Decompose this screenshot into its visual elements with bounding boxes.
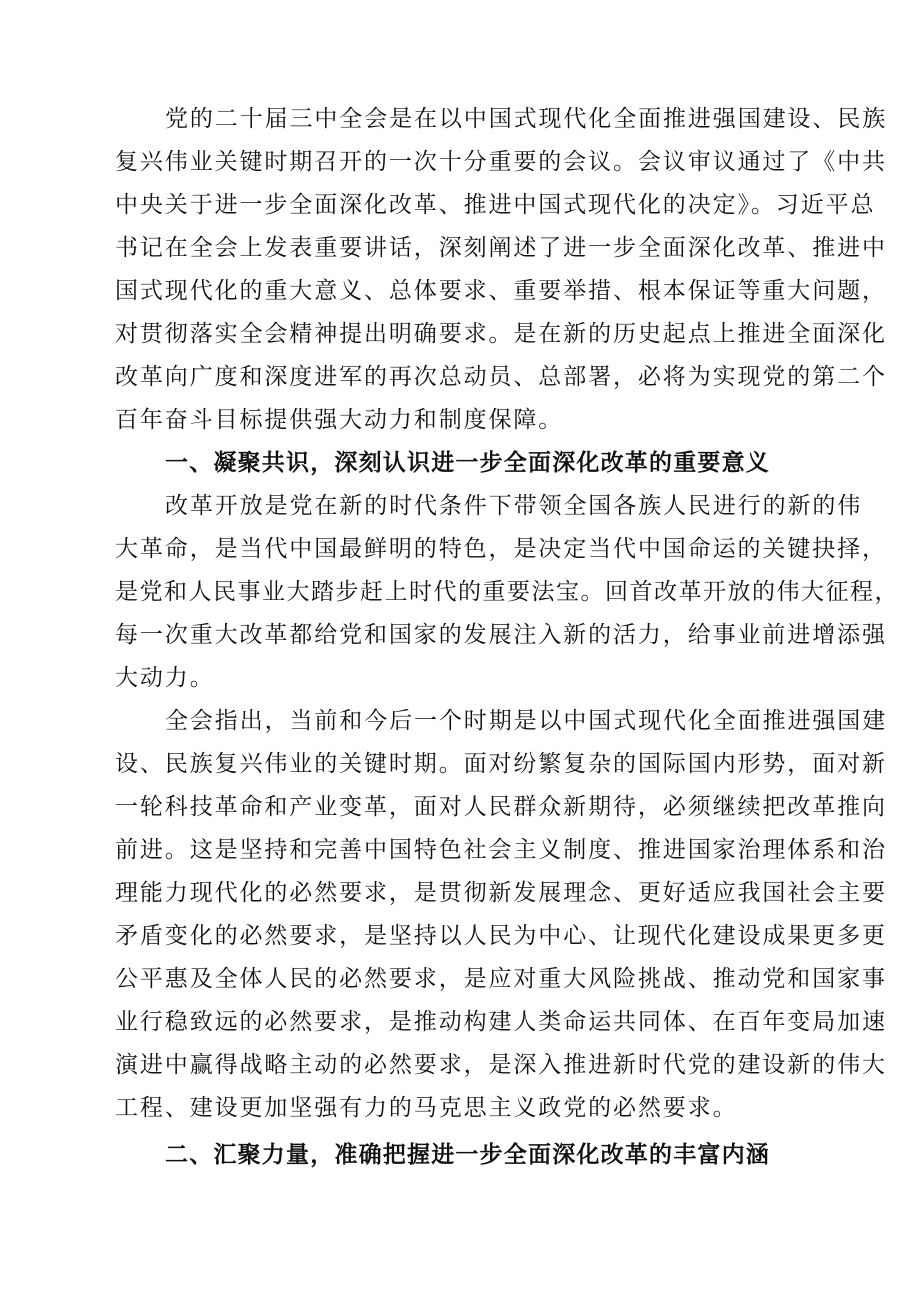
paragraph-line: 理能力现代化的必然要求，是贯彻新发展理念、更好适应我国社会主要 [115, 880, 887, 906]
paragraph-line: 前进。这是坚持和完善中国特色社会主义制度、推进国家治理体系和治 [115, 837, 887, 863]
paragraph-line: 大革命，是当代中国最鲜明的特色，是决定当代中国命运的关键抉择， [115, 536, 887, 562]
paragraph-line: 对贯彻落实全会精神提出明确要求。是在新的历史起点上推进全面深化 [115, 321, 887, 347]
paragraph-line: 业行稳致远的必然要求，是推动构建人类命运共同体、在百年变局加速 [115, 1009, 887, 1035]
paragraph-line: 百年奋斗目标提供强大动力和制度保障。 [115, 407, 564, 433]
paragraph-line: 矛盾变化的必然要求，是坚持以人民为中心、让现代化建设成果更多更 [115, 923, 887, 949]
paragraph-line: 每一次重大改革都给党和国家的发展注入新的活力，给事业前进增添强 [115, 622, 887, 648]
section-heading-2: 二、汇聚力量，准确把握进一步全面深化改革的丰富内涵 [165, 1142, 770, 1168]
paragraph-line: 一轮科技革命和产业变革，面对人民群众新期待，必须继续把改革推向 [115, 794, 887, 820]
paragraph-line: 国式现代化的重大意义、总体要求、重要举措、根本保证等重大问题， [115, 278, 887, 304]
paragraph-line: 是党和人民事业大踏步赶上时代的重要法宝。回首改革开放的伟大征程， [115, 579, 899, 605]
paragraph-line: 党的二十届三中全会是在以中国式现代化全面推进强国建设、民族 [165, 106, 888, 132]
paragraph-line: 设、民族复兴伟业的关键时期。面对纷繁复杂的国际国内形势，面对新 [115, 751, 887, 777]
paragraph-line: 大动力。 [115, 665, 215, 691]
paragraph-line: 复兴伟业关键时期召开的一次十分重要的会议。会议审议通过了《中共 [115, 149, 887, 175]
section-heading-1: 一、凝聚共识，深刻认识进一步全面深化改革的重要意义 [165, 450, 770, 476]
paragraph-line: 全会指出，当前和今后一个时期是以中国式现代化全面推进强国建 [165, 708, 888, 734]
paragraph-line: 公平惠及全体人民的必然要求，是应对重大风险挑战、推动党和国家事 [115, 966, 887, 992]
paragraph-line: 工程、建设更加坚强有力的马克思主义政党的必然要求。 [115, 1095, 738, 1121]
paragraph-line: 书记在全会上发表重要讲话，深刻阐述了进一步全面深化改革、推进中 [115, 235, 887, 261]
paragraph-line: 中央关于进一步全面深化改革、推进中国式现代化的决定》。习近平总 [115, 192, 876, 218]
paragraph-line: 演进中赢得战略主动的必然要求，是深入推进新时代党的建设新的伟大 [115, 1052, 887, 1078]
paragraph-line: 改革开放是党在新的时代条件下带领全国各族人民进行的新的伟 [165, 493, 863, 519]
paragraph-line: 改革向广度和深度进军的再次总动员、总部署，必将为实现党的第二个 [115, 364, 887, 390]
